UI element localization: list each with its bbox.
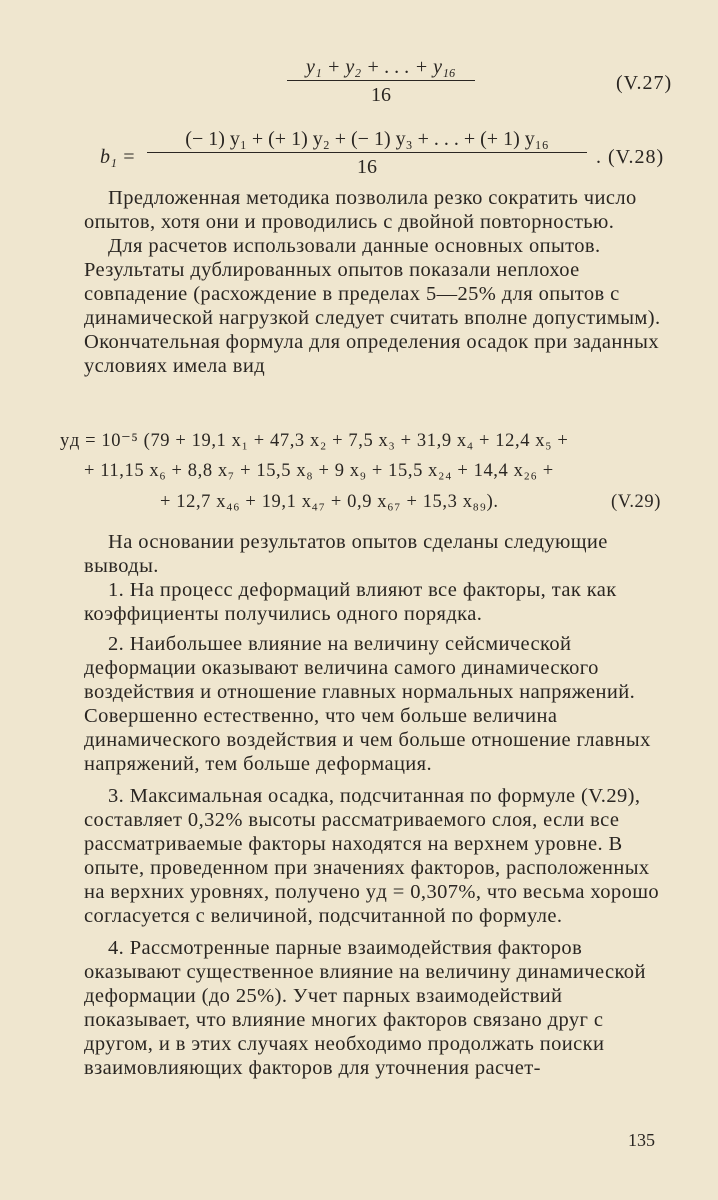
eq-v27-numerator: y₁ + y₂ + . . . + y₁₆ bbox=[306, 56, 456, 78]
paragraph-4: 1. На процесс деформаций влияют все факторы, так как коэффициенты получились одного порядка. bbox=[84, 579, 617, 625]
eq-v29-line-3: + 12,7 x₄₆ + 19,1 x₄₇ + 0,9 x₆₇ + 15,3 x₈₉). bbox=[160, 492, 499, 512]
eq-v28-denominator: 16 bbox=[357, 156, 377, 178]
eq-v27-denominator: 16 bbox=[371, 84, 391, 106]
page-number: 135 bbox=[628, 1130, 655, 1150]
paragraph-3: На основании результатов опытов сделаны следующие выводы. bbox=[84, 531, 608, 577]
text-block-2 bbox=[84, 530, 672, 1080]
eq-v28-fraction-bar bbox=[147, 152, 587, 153]
paragraph-7: 4. Рассмотренные парные взаимодействия факторов оказывают существенное влияние на величину динамической деформации (до 25%). Учет парных взаимодействий показывает, что влияние многих факторов связано друг с другом, и в этих случаях необходимо продолжать поиски взаимовлияющих факторов для уточнения расчет- bbox=[84, 937, 646, 1079]
eq-v29-line-2: + 11,15 x₆ + 8,8 x₇ + 15,5 x₈ + 9 x₉ + 15,5 x₂₄ + 14,4 x₂₆ + bbox=[84, 461, 554, 481]
paragraph-2: Для расчетов использовали данные основных опытов. Результаты дублированных опытов показали неплохое совпадение (расхождение в пределах 5—25% для опытов с динамической нагрузкой следует считать вполне допустимым). Окончательная формула для определения осадок при заданных условиях имела вид bbox=[84, 235, 661, 377]
paragraph-5: 2. Наибольшее влияние на величину сейсмической деформации оказывают величина самого динамического воздействия и отношение главных нормальных напряжений. Совершенно естественно, что чем больше величина динамического воздействия и чем больше отношение главных напряжений, тем больше деформация. bbox=[84, 633, 651, 775]
paragraph-1: Предложенная методика позволила резко сократить число опытов, хотя они и проводились с двойной повторностью. bbox=[84, 187, 637, 233]
eq-v28-tag: . (V.28) bbox=[596, 146, 665, 168]
eq-v27-fraction-bar bbox=[287, 80, 475, 81]
eq-v29-line-1: yд = 10⁻⁵ (79 + 19,1 x₁ + 47,3 x₂ + 7,5 x₃ + 31,9 x₄ + 12,4 x₅ + bbox=[60, 431, 569, 451]
text-block-1 bbox=[84, 186, 672, 378]
eq-v28-numerator: (− 1) y₁ + (+ 1) y₂ + (− 1) y₃ + . . . + (+ 1) y₁₆ bbox=[185, 128, 549, 150]
eq-v27-tag: (V.27) bbox=[616, 72, 673, 94]
paragraph-6: 3. Максимальная осадка, подсчитанная по формуле (V.29), составляет 0,32% высоты рассматриваемого слоя, если все рассматриваемые факторы находятся на верхнем уровне. В опыте, проведенном при значениях факторов, расположенных на верхних уровнях, получено yд = 0,307%, что весьма хорошо согласуется с величиной, подсчитанной по формуле. bbox=[84, 785, 660, 927]
eq-v28-lhs: b₁ = bbox=[100, 146, 136, 168]
eq-v29-tag: (V.29) bbox=[611, 492, 662, 512]
